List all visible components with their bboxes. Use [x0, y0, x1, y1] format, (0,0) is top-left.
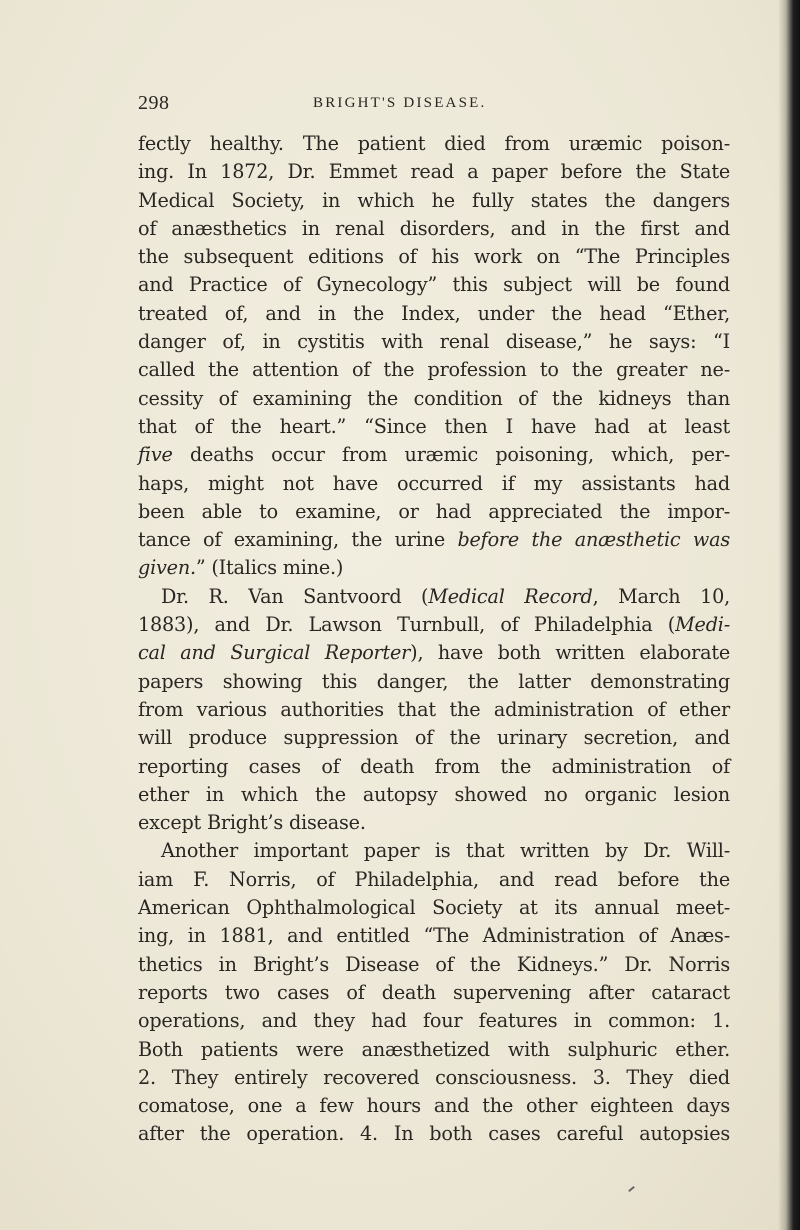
text-run: 1883), and Dr. Lawson Turnbull, of Philadelphia (	[138, 613, 676, 637]
body-text	[138, 130, 730, 1149]
text-line: danger of, in cystitis with renal disease,” he says: “I	[138, 330, 730, 354]
text-line: iam F. Norris, of Philadelphia, and read before the	[138, 867, 730, 891]
text-line: American Ophthalmological Society at its annual meet-	[138, 896, 730, 920]
text-line: that of the heart.” “Since then I have had at least	[138, 414, 730, 438]
text-line: called the attention of the profession to the greater ne-	[138, 358, 730, 382]
page-header	[138, 90, 728, 120]
text-line: fectly healthy. The patient died from uræmic poison-	[138, 132, 730, 155]
text-line	[138, 526, 730, 554]
text-line: except Bright’s disease.	[138, 811, 366, 835]
text-line: ing, in 1881, and entitled “The Administration of Anæs-	[138, 924, 730, 948]
italic-text: cal and Surgical Reporter	[138, 641, 411, 665]
text-line	[138, 441, 730, 469]
italic-text: before the anæsthetic was	[457, 528, 730, 552]
text-run: tance of examining, the urine	[138, 528, 458, 552]
text-line: and Practice of Gynecology” this subject will be found	[138, 273, 730, 297]
text-line: treated of, and in the Index, under the head “Ether,	[138, 301, 730, 325]
text-line: thetics in Bright’s Disease of the Kidneys.” Dr. Norris	[138, 952, 730, 976]
text-line	[138, 554, 730, 582]
text-line: ether in which the autopsy showed no organic lesion	[138, 782, 730, 806]
text-line	[138, 611, 730, 639]
text-line: of anæsthetics in renal disorders, and in the first and	[138, 216, 730, 240]
text-line: operations, and they had four features in common: 1.	[138, 1009, 730, 1033]
text-line: will produce suppression of the urinary secretion, and	[138, 726, 730, 750]
text-line: the subsequent editions of his work on “The Principles	[138, 245, 730, 269]
text-line: reports two cases of death supervening after cataract	[138, 980, 730, 1004]
text-line: reporting cases of death from the administration of	[138, 754, 730, 778]
text-line: Another important paper is that written by Dr. Will-	[161, 839, 730, 863]
page-edge-shadow	[778, 0, 800, 1230]
text-run: ” (Italics mine.)	[195, 556, 344, 580]
text-line: haps, might not have occurred if my assistants had	[138, 471, 730, 495]
text-line: after the operation. 4. In both cases careful autopsies	[138, 1122, 730, 1146]
text-line: papers showing this danger, the latter demonstrating	[138, 669, 730, 693]
italic-text: Medi-	[675, 613, 730, 637]
text-line: Medical Society, in which he fully states the dangers	[138, 188, 730, 212]
text-line: ing. In 1872, Dr. Emmet read a paper before the State	[138, 160, 730, 184]
text-line: 2. They entirely recovered consciousness. 3. They died	[138, 1065, 730, 1089]
text-run: Dr. R. Van Santvoord (	[161, 584, 429, 608]
text-line: comatose, one a few hours and the other eighteen days	[138, 1094, 730, 1118]
ink-speck	[628, 1186, 635, 1192]
text-line: Both patients were anæsthetized with sulphuric ether.	[138, 1037, 730, 1061]
text-line: been able to examine, or had appreciated the impor-	[138, 499, 730, 523]
italic-text: Medical Record	[428, 584, 593, 608]
page-number: 298	[138, 92, 170, 114]
text-run: deaths occur from uræmic poisoning, which, per-	[172, 443, 730, 467]
text-line: from various authorities that the administration of ether	[138, 697, 730, 721]
running-head: BRIGHT'S DISEASE.	[313, 95, 487, 111]
text-line: cessity of examining the condition of the kidneys than	[138, 386, 730, 410]
text-line	[138, 583, 730, 611]
text-run: ), have both written elaborate	[410, 641, 730, 665]
italic-text: given.	[138, 556, 196, 580]
text-run: , March 10,	[592, 584, 730, 608]
italic-text: five	[138, 443, 173, 467]
text-line	[138, 639, 730, 667]
